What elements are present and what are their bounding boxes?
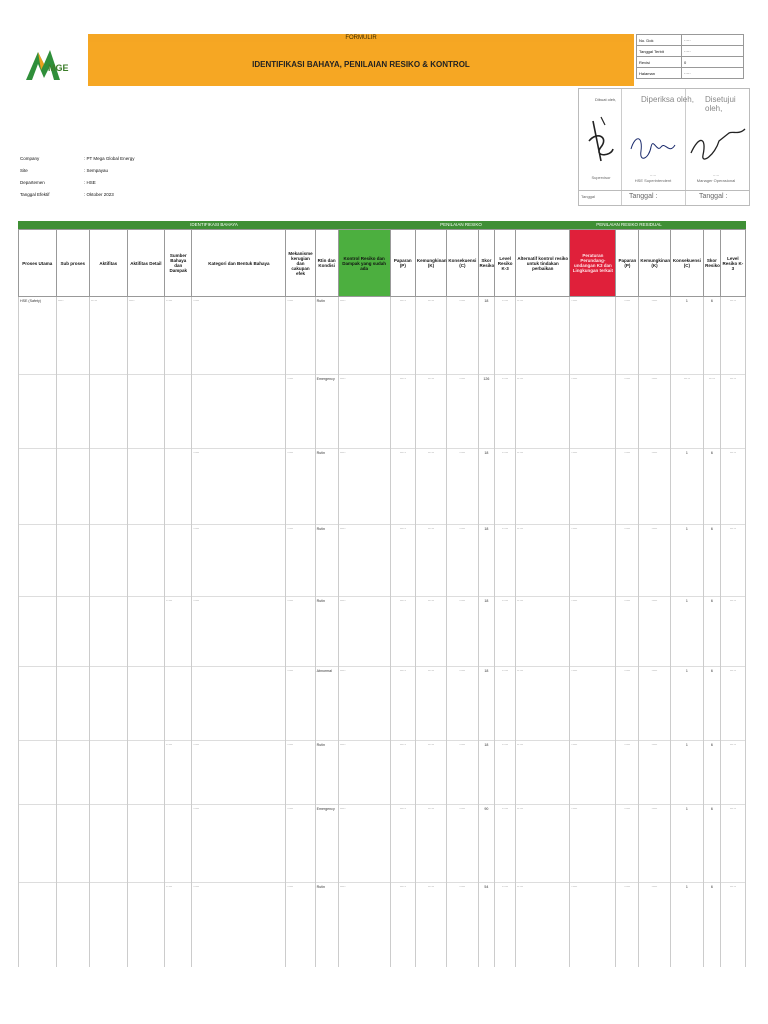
cell-sumber (165, 525, 192, 597)
column-header: Alternatif kontrol resiko untuk tindakan perbaikan (516, 230, 570, 297)
company-info-value: : Sempayau (84, 168, 109, 173)
cell-c2: 1 (670, 597, 703, 667)
signature-date-3: Tanggal : (699, 193, 728, 200)
cell-skor: 54 (478, 883, 495, 967)
cell-alternatif: ····· (516, 597, 570, 667)
cell-p2: ····· (616, 741, 639, 805)
column-header: Level Resiko K-3 (720, 230, 745, 297)
cell-sumber (165, 805, 192, 883)
cell-kontrol: ····· (338, 525, 390, 597)
doc-info-value: 0 (682, 57, 744, 68)
cell-kondisi: Rutin (315, 297, 338, 375)
table-row (19, 741, 746, 805)
column-header: Aktifitas Detail (127, 230, 165, 297)
cell-skor: 18 (478, 525, 495, 597)
cell-kondisi: Rutin (315, 883, 338, 967)
signature-name-2: ····· HSE Superintendent (634, 173, 672, 183)
cell-skor2: 6 (704, 805, 721, 883)
cell-c2: 1 (670, 297, 703, 375)
cell-kontrol: ····· (338, 375, 390, 449)
cell-k2: ····· (639, 525, 670, 597)
logo-text: MGE (48, 63, 69, 73)
cell-kategori (192, 375, 286, 449)
table-row (19, 449, 746, 525)
cell-alternatif: ····· (516, 805, 570, 883)
table-row (19, 525, 746, 597)
cell-peraturan: ····· (570, 525, 616, 597)
cell-skor2: 6 (704, 667, 721, 741)
cell-proses (19, 805, 57, 883)
doc-info-value: ····· (682, 35, 744, 46)
section-penilaian: PENILAIAN RESIKO (410, 221, 512, 229)
cell-skor2: ····· (704, 375, 721, 449)
column-header: Aktifitas (90, 230, 128, 297)
column-header: Level Resiko K-3 (495, 230, 516, 297)
column-header: Peraturan Perundang-undangan K3 dan Lingkungan terkait (570, 230, 616, 297)
cell-detail (127, 375, 165, 449)
doc-info-row (637, 35, 744, 46)
cell-k: ····· (415, 597, 446, 667)
cell-alternatif: ····· (516, 525, 570, 597)
cell-c: ····· (447, 297, 478, 375)
cell-aktifitas (90, 667, 128, 741)
cell-level: ····· (495, 297, 516, 375)
cell-k2: ····· (639, 597, 670, 667)
table-row (19, 883, 746, 967)
cell-sub (56, 667, 89, 741)
cell-mekanisme: ····· (286, 449, 315, 525)
cell-detail (127, 741, 165, 805)
cell-skor: 18 (478, 667, 495, 741)
cell-c: ····· (447, 525, 478, 597)
doc-info-key: No. Dok (637, 35, 682, 46)
cell-kategori: ····· (192, 597, 286, 667)
cell-p: ····· (390, 741, 415, 805)
cell-level2: ····· (720, 375, 745, 449)
cell-peraturan: ····· (570, 297, 616, 375)
cell-p: ····· (390, 449, 415, 525)
cell-peraturan: ····· (570, 667, 616, 741)
cell-p2: ····· (616, 805, 639, 883)
cell-alternatif: ····· (516, 297, 570, 375)
handwritten-signature-2 (627, 129, 683, 169)
cell-p: ····· (390, 883, 415, 967)
cell-p2: ····· (616, 667, 639, 741)
cell-sub (56, 883, 89, 967)
table-row (19, 375, 746, 449)
cell-detail (127, 449, 165, 525)
cell-mekanisme: ····· (286, 597, 315, 667)
column-header: Kemungkinan (K) (639, 230, 670, 297)
signature-name-3: ····· Manager Operasional (696, 173, 736, 183)
cell-kondisi: Rutin (315, 597, 338, 667)
cell-alternatif: ····· (516, 883, 570, 967)
cell-skor2: 6 (704, 597, 721, 667)
cell-skor2: 6 (704, 883, 721, 967)
signature-name-1: Supervisor (591, 175, 611, 180)
cell-detail (127, 525, 165, 597)
cell-skor: 126 (478, 375, 495, 449)
cell-kontrol: ····· (338, 597, 390, 667)
cell-p: ····· (390, 375, 415, 449)
cell-c: ····· (447, 805, 478, 883)
cell-p: ····· (390, 525, 415, 597)
cell-c2: 1 (670, 805, 703, 883)
cell-detail: ····· (127, 297, 165, 375)
cell-level2: ····· (720, 449, 745, 525)
cell-sub (56, 741, 89, 805)
company-info-key: Site (20, 168, 28, 173)
cell-kategori (192, 667, 286, 741)
cell-k: ····· (415, 375, 446, 449)
cell-alternatif: ····· (516, 375, 570, 449)
column-header: Paparan (P) (390, 230, 415, 297)
cell-c: ····· (447, 375, 478, 449)
doc-info-row (637, 68, 744, 79)
cell-level2: ····· (720, 525, 745, 597)
cell-sub: ····· (56, 297, 89, 375)
cell-level: ····· (495, 375, 516, 449)
document-title: IDENTIFIKASI BAHAYA, PENILAIAN RESIKO & KONTROL (88, 42, 634, 86)
cell-k: ····· (415, 883, 446, 967)
cell-k2: ····· (639, 883, 670, 967)
cell-aktifitas: ····· (90, 297, 128, 375)
cell-skor: 18 (478, 597, 495, 667)
cell-k: ····· (415, 449, 446, 525)
cell-proses (19, 375, 57, 449)
cell-detail (127, 667, 165, 741)
cell-aktifitas (90, 525, 128, 597)
cell-sub (56, 597, 89, 667)
cell-proses (19, 597, 57, 667)
cell-level2: ····· (720, 883, 745, 967)
cell-kontrol: ····· (338, 883, 390, 967)
cell-skor2: 6 (704, 449, 721, 525)
cell-sumber (165, 375, 192, 449)
cell-skor2: 6 (704, 297, 721, 375)
signature-block (578, 88, 750, 206)
cell-skor2: 6 (704, 525, 721, 597)
cell-p: ····· (390, 597, 415, 667)
cell-detail (127, 883, 165, 967)
cell-c2: ····· (670, 375, 703, 449)
doc-info-key: Tanggal Terbit (637, 46, 682, 57)
section-residual: PENILAIAN RESIKO RESIDUAL (512, 221, 746, 229)
cell-level: ····· (495, 741, 516, 805)
cell-sub (56, 449, 89, 525)
doc-info-value: ····· (682, 46, 744, 57)
cell-proses (19, 449, 57, 525)
cell-p2: ····· (616, 525, 639, 597)
cell-k2: ····· (639, 449, 670, 525)
cell-level2: ····· (720, 741, 745, 805)
column-header: Skor Resiko (704, 230, 721, 297)
column-header: Rtin dan Kondisi (315, 230, 338, 297)
column-header: Sumber Bahaya dan Dampak (165, 230, 192, 297)
cell-kategori: ····· (192, 449, 286, 525)
signature-reviewed-label: Diperiksa oleh, (641, 95, 694, 104)
cell-aktifitas (90, 597, 128, 667)
cell-kategori: ····· (192, 525, 286, 597)
cell-level2: ····· (720, 667, 745, 741)
column-header: Konsekuensi (C) (670, 230, 703, 297)
column-header: Kontrol Resiko dan Dampak yang sudah ada (338, 230, 390, 297)
cell-kategori: ····· (192, 297, 286, 375)
cell-kondisi: Emergency (315, 375, 338, 449)
cell-p: ····· (390, 805, 415, 883)
cell-proses (19, 525, 57, 597)
cell-level: ····· (495, 805, 516, 883)
risk-register-table (18, 229, 746, 967)
cell-c: ····· (447, 449, 478, 525)
cell-k2: ····· (639, 741, 670, 805)
column-header: Konsekuensi (C) (447, 230, 478, 297)
cell-mekanisme: ····· (286, 741, 315, 805)
cell-k: ····· (415, 525, 446, 597)
cell-p2: ····· (616, 449, 639, 525)
cell-level2: ····· (720, 597, 745, 667)
section-identifikasi: IDENTIFIKASI BAHAYA (18, 221, 410, 229)
cell-alternatif: ····· (516, 741, 570, 805)
cell-k2: ····· (639, 667, 670, 741)
company-info-key: Departemen (20, 180, 45, 185)
cell-p2: ····· (616, 597, 639, 667)
cell-mekanisme: ····· (286, 375, 315, 449)
signature-date-row (578, 190, 750, 206)
doc-info-key: Revisi (637, 57, 682, 68)
cell-proses (19, 667, 57, 741)
cell-k2: ····· (639, 805, 670, 883)
cell-c: ····· (447, 667, 478, 741)
cell-kategori: ····· (192, 805, 286, 883)
doc-info-value: ····· (682, 68, 744, 79)
cell-c: ····· (447, 597, 478, 667)
column-header: Paparan (P) (616, 230, 639, 297)
cell-level: ····· (495, 667, 516, 741)
cell-peraturan: ····· (570, 597, 616, 667)
cell-kontrol: ····· (338, 449, 390, 525)
cell-detail (127, 805, 165, 883)
cell-p2: ····· (616, 297, 639, 375)
cell-kategori: ····· (192, 883, 286, 967)
company-info-value: : Oktober 2023 (84, 192, 114, 197)
cell-c2: 1 (670, 667, 703, 741)
cell-kategori: ····· (192, 741, 286, 805)
table-row (19, 597, 746, 667)
cell-c: ····· (447, 883, 478, 967)
cell-k2: ····· (639, 297, 670, 375)
doc-info-row (637, 46, 744, 57)
column-header: Proses Utama (19, 230, 57, 297)
cell-sumber: ····· (165, 297, 192, 375)
doc-info-row (637, 57, 744, 68)
cell-proses (19, 883, 57, 967)
cell-alternatif: ····· (516, 449, 570, 525)
cell-kontrol: ····· (338, 297, 390, 375)
cell-skor: 18 (478, 449, 495, 525)
cell-aktifitas (90, 805, 128, 883)
cell-k: ····· (415, 297, 446, 375)
cell-level: ····· (495, 597, 516, 667)
cell-aktifitas (90, 883, 128, 967)
column-header: Kategori dan Bentuk Bahaya (192, 230, 286, 297)
cell-detail (127, 597, 165, 667)
cell-peraturan: ····· (570, 883, 616, 967)
cell-k: ····· (415, 667, 446, 741)
cell-mekanisme: ····· (286, 805, 315, 883)
cell-peraturan: ····· (570, 375, 616, 449)
cell-kondisi: Rutin (315, 741, 338, 805)
column-header: Sub proses (56, 230, 89, 297)
cell-kondisi: Abnormal (315, 667, 338, 741)
company-info-key: Company (20, 156, 40, 161)
cell-skor: 18 (478, 741, 495, 805)
cell-level2: ····· (720, 297, 745, 375)
cell-c: ····· (447, 741, 478, 805)
doc-info-key: Halaman (637, 68, 682, 79)
table-row (19, 297, 746, 375)
cell-level: ····· (495, 883, 516, 967)
cell-p2: ····· (616, 375, 639, 449)
cell-sumber: ····· (165, 883, 192, 967)
cell-peraturan: ····· (570, 741, 616, 805)
column-header: Skor Resiko (478, 230, 495, 297)
document-info-table (636, 34, 744, 79)
cell-proses: HSE (Safety) (19, 297, 57, 375)
cell-mekanisme: ····· (286, 667, 315, 741)
cell-c2: 1 (670, 741, 703, 805)
cell-kondisi: Rutin (315, 525, 338, 597)
handwritten-signature-3 (689, 125, 747, 169)
cell-c2: 1 (670, 883, 703, 967)
cell-k: ····· (415, 741, 446, 805)
column-header: Mekanisme kerugian dan cakupan efek (286, 230, 315, 297)
cell-sumber (165, 667, 192, 741)
cell-p: ····· (390, 667, 415, 741)
cell-sumber: ····· (165, 597, 192, 667)
signature-date-1: Tanggal (581, 194, 596, 199)
cell-aktifitas (90, 449, 128, 525)
cell-sumber: ····· (165, 741, 192, 805)
table-row (19, 667, 746, 741)
cell-proses (19, 741, 57, 805)
cell-c2: 1 (670, 525, 703, 597)
cell-sumber (165, 449, 192, 525)
cell-kontrol: ····· (338, 741, 390, 805)
cell-mekanisme: ····· (286, 883, 315, 967)
column-header: Kemungkinan (K) (415, 230, 446, 297)
cell-k2: ····· (639, 375, 670, 449)
cell-aktifitas (90, 375, 128, 449)
cell-skor: 90 (478, 805, 495, 883)
handwritten-signature-1 (583, 111, 619, 171)
cell-skor: 18 (478, 297, 495, 375)
cell-k: ····· (415, 805, 446, 883)
cell-kontrol: ····· (338, 667, 390, 741)
cell-c2: 1 (670, 449, 703, 525)
cell-skor2: 6 (704, 741, 721, 805)
cell-sub (56, 525, 89, 597)
cell-sub (56, 805, 89, 883)
cell-alternatif: ····· (516, 667, 570, 741)
cell-kondisi: Emergency (315, 805, 338, 883)
cell-mekanisme: ····· (286, 297, 315, 375)
cell-level: ····· (495, 449, 516, 525)
signature-approved-label: Disetujui oleh, (705, 95, 736, 113)
cell-sub (56, 375, 89, 449)
company-info-value: : PT Mega Global Energy (84, 156, 135, 161)
form-label: FORMULIR (88, 34, 634, 42)
cell-peraturan: ····· (570, 449, 616, 525)
signature-created-label: Dibuat oleh, (595, 97, 617, 102)
cell-mekanisme: ····· (286, 525, 315, 597)
signature-date-2: Tanggal : (629, 193, 658, 200)
cell-kontrol: ····· (338, 805, 390, 883)
cell-level2: ····· (720, 805, 745, 883)
table-row (19, 805, 746, 883)
cell-p: ····· (390, 297, 415, 375)
cell-p2: ····· (616, 883, 639, 967)
company-info-value: : HSE (84, 180, 96, 185)
cell-kondisi: Rutin (315, 449, 338, 525)
cell-peraturan: ····· (570, 805, 616, 883)
cell-aktifitas (90, 741, 128, 805)
cell-level: ····· (495, 525, 516, 597)
company-info-key: Tanggal Efektif (20, 192, 50, 197)
